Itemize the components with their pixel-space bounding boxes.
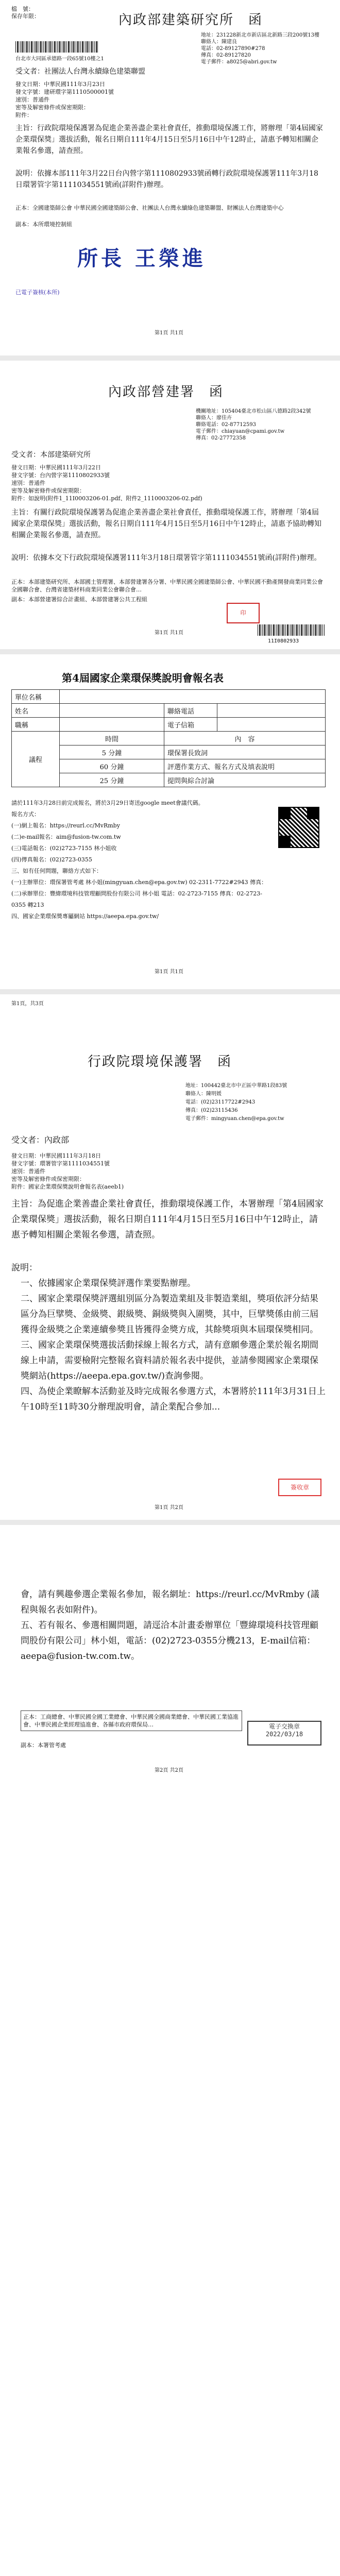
page-number: 第1頁 共1頁: [155, 969, 183, 975]
cc-primary: 正本：本部建築研究所、本部國土管理署、本部營建署各分署、中華民國全國建築師公會、中華民國不動產開發商業同業公會全國聯合會、台灣省建築材料商業同業公會聯合會…: [11, 579, 323, 593]
cc-secondary: 副本：本部營建署綜合計畫組、本部營建署公共工程組: [11, 596, 147, 603]
document-page-4: [0, 994, 340, 1520]
cc-primary: 正本：工商總會、中華民國全國工業總會、中華民國全國商業總會、中華民國工業協進會、中華民國企業經理協進會、各縣市政府環保局…: [21, 1710, 242, 1731]
doc-header: 行政院環境保護署 函: [88, 1054, 232, 1070]
form-title: 第4屆國家企業環保獎說明會報名表: [62, 672, 224, 684]
barcode: [15, 41, 98, 53]
page-separator-4: [0, 1520, 340, 1525]
official-seal: 印: [227, 603, 260, 623]
cc-secondary: 副本：本所環境控制組: [15, 221, 72, 228]
registration-form: [11, 689, 326, 787]
document-page-3: [0, 654, 340, 989]
recipient: 受文者：社團法人台灣永續綠色建築聯盟: [15, 67, 145, 76]
org-name-input[interactable]: [60, 690, 326, 704]
page-number: 第1頁 共1頁: [155, 630, 183, 636]
field-label: 單位名稱: [12, 690, 60, 704]
recipient: 受文者：本部建築研究所: [11, 451, 91, 459]
agenda-content: 環保署長致詞: [164, 745, 326, 759]
handwritten-note: 已電子簽核(本所): [15, 289, 60, 296]
page-notice: 第1頁，共3頁: [11, 1001, 44, 1007]
page-separator-3: [0, 989, 340, 994]
phone-input[interactable]: [217, 704, 326, 718]
agenda-content: 評選作業方式、報名方式及填表說明: [164, 759, 326, 773]
agenda-time: 5 分鐘: [60, 745, 164, 759]
page-number: 第2頁 共2頁: [155, 1768, 183, 1773]
subject-paragraph: 主旨：有關行政院環境保護署為促進企業善盡企業社會責任，推動環境保護工作，將辦理「第4屆國家企業環保獎」選拔活動，報名日期自111年4月15日至5月16日中午12時止，請惠予協助轉知相關企業報名參選，請查照。: [11, 509, 321, 539]
agency-address-block: 地址：231228新北市新店區北新路三段200號13樓 聯絡人：陳建良 電話：02-89127890#278 傳真：02-89127820 電子郵件：a8025@abri.gov.tw: [201, 32, 319, 65]
cc-primary: 正本：全國建築師公會 中華民國全國建築師公會、社團法人台灣永續綠色建築聯盟、財團法人台灣建築中心: [15, 205, 284, 211]
meta-block: 發文日期：中華民國111年3月18日 發文字號：環署管字第1111034551號 速別：普通件 密等及解密條件或保密期限： 附件：國家企業環保獎說明會報名表(aeeb1): [11, 1153, 124, 1190]
field-label: 電子信箱: [164, 718, 217, 732]
director-signature: 所長 王榮進: [77, 247, 206, 270]
document-page-5: [0, 1525, 340, 2576]
meta-block: 發文日期：中華民國111年3月22日 發文字號：台內營字第1110802933號 速別：普通件 密等及解密條件或保密期限： 附件：如說明(附件1_11I0003206-01.pdf、附件2_1110003206-02.pdf): [11, 464, 202, 502]
field-label: 姓名: [12, 704, 60, 718]
agenda-head-content: 內 容: [164, 732, 326, 745]
agency-address-block: 地址：100442臺北市中正區中華路1段83號 聯絡人：陳明媛 電話：(02)23117722#2943 傳真：(02)23115436 電子郵件：mingyuan.chen@epa.gov.tw: [185, 1083, 287, 1122]
agenda-head-time: 時間: [60, 732, 164, 745]
recipient-address: 台北市大同區承德路一段65號10樓之1: [15, 56, 104, 62]
award-website-link[interactable]: 四、國家企業環保獎專屬網站 https://aeepa.epa.gov.tw/: [11, 913, 159, 920]
explanation-paragraph: 說明：依據本部111年3月22日台內營字第1110802933號函轉行政院環境保護署111年3月18日環署管字第1111034551號函(詳附件)辦理。: [15, 170, 318, 189]
agenda-time: 60 分鐘: [60, 759, 164, 773]
field-label: 職稱: [12, 718, 60, 732]
explanation-list: 一、依據國家企業環保獎評選作業要點辦理。 二、國家企業環保獎評選組別區分為製造業組及非製造業組，獎項依評分結果區分為巨擘獎、金級獎、銀級獎、銅級獎與入圍獎，其中，巨擘獎係由前三屆獲得金級獎之企業連續參獎且皆獲得金獎方成，其餘獎項與本屆環保獎相同。 三、國家企業環保獎選拔活動採線上報名方式，請有意願參選企業於報名期間線上申請，需要檢附完整報名資料請於報名表中提供，並請參閱國家企業環保獎網站(https://aeepa.epa.gov.tw/)查詢參閱。 四、為使企業瞭解本活動並及時完成報名參選方式，本署將於111年3月31日上午10時至11時30分辦理說明會，請企業配合參加...: [21, 1278, 326, 1412]
page-separator-1: [0, 355, 340, 361]
explanation-heading: 說明：: [11, 1263, 38, 1273]
email-registration[interactable]: (二)e-mail報名：aim@fusion-tw.com.tw: [11, 834, 121, 840]
receipt-stamp: 簽收章: [278, 1479, 321, 1496]
doc-header: 內政部營建署 函: [108, 384, 224, 400]
name-input[interactable]: [60, 704, 164, 718]
qr-code[interactable]: [278, 807, 319, 848]
email-input[interactable]: [217, 718, 326, 732]
page-separator-2: [0, 649, 340, 654]
recipient: 受文者：內政部: [11, 1135, 70, 1145]
agenda-label: 議程: [12, 732, 60, 787]
form-notes: 請於111年3月28日前完成報名，將於3月29日寄送google meet會議代碼。 報名方式： (一)網上報名：https://reurl.cc/MvRmby (二)e-mail報名：aim@fusion-tw.com.tw (三)電話報名：(02)2723-7155 林小姐收 (四)傳真報名：(02)2723-0355 三、如有任何問題，聯絡方式如下： (一)主辦單位：環保署管考處 林小姐(mingyuan.chen@epa.gov.tw) 02-2311-7722#2943 傳真： (二)承辦單位：豐緯環境科技管理顧問股份有限公司 林小姐 電話：02-2723-7155 傳真：02-2723-0355 轉213 四、國家企業環保獎專屬網站 https://aeepa.epa.gov.tw/: [11, 798, 269, 922]
meta-block: 發文日期：中華民國111年3月23日 發文字號：建研環字第1110500001號 速別：普通件 密等及解密條件或保密期限： 附件：: [15, 81, 114, 118]
agenda-content: 提問與綜合討論: [164, 773, 326, 787]
retention-label: 保存年限：: [11, 13, 40, 20]
doc-header: 內政部建築研究所 函: [118, 12, 263, 28]
agency-address-block: 機關地址：105404臺北市松山區八德路2段342號 聯絡人：廖佳卉 聯絡電話：02-87712593 電子郵件：chiayuan@cpami.gov.tw 傳真：02-27772358: [196, 409, 311, 441]
page-number: 第1頁 共1頁: [155, 330, 183, 336]
subject-paragraph: 主旨：行政院環境保護署為促進企業善盡企業社會責任，推動環境保護工作，將辦理「第4屆國家企業環保獎」選拔活動，報名日期自111年4月15日至5月16日中午12時止，請惠予轉知相關企業報名參選，請查照。: [15, 124, 323, 155]
cc-secondary: 副本：本署管考處: [21, 1742, 66, 1749]
continuation-text: 會，請有興趣參選企業報名參加，報名網址：https://reurl.cc/MvRmby (議程與報名表如附件)。 五、若有報名、參選相關問題，請逕洽本計畫委辦單位「豐緯環境科技管理顧問股份有限公司」林小姐，電話：(02)2723-0355分機213，E-mail信箱：aeepa@fusion-tw.com.tw。: [21, 1589, 319, 1662]
barcode-number: 11I0802933: [268, 638, 299, 644]
barcode: [258, 624, 325, 636]
subject-paragraph: 主旨：為促進企業善盡企業社會責任，推動環境保護工作，本署辦理「第4屆國家企業環保獎」選拔活動，報名日期自111年4月15日至5月16日中午12時止，請惠予轉知相關企業報名參選，請查照。: [11, 1199, 324, 1240]
explanation-paragraph: 說明：依據本交下行政院環境保護署111年3月18日環署管字第1111034551號函(詳附件)辦理。: [11, 554, 321, 562]
file-label: 檔 號：: [11, 6, 34, 12]
document-page-2: [0, 361, 340, 649]
field-label: 聯絡電話: [164, 704, 217, 718]
online-registration-link[interactable]: (一)網上報名：https://reurl.cc/MvRmby: [11, 822, 120, 829]
job-title-input[interactable]: [60, 718, 164, 732]
agenda-time: 25 分鐘: [60, 773, 164, 787]
page-number: 第1頁 共2頁: [155, 1505, 183, 1511]
exchange-stamp: 電子交換章 2022/03/18: [247, 1721, 321, 1745]
document-page-1: [0, 0, 340, 355]
